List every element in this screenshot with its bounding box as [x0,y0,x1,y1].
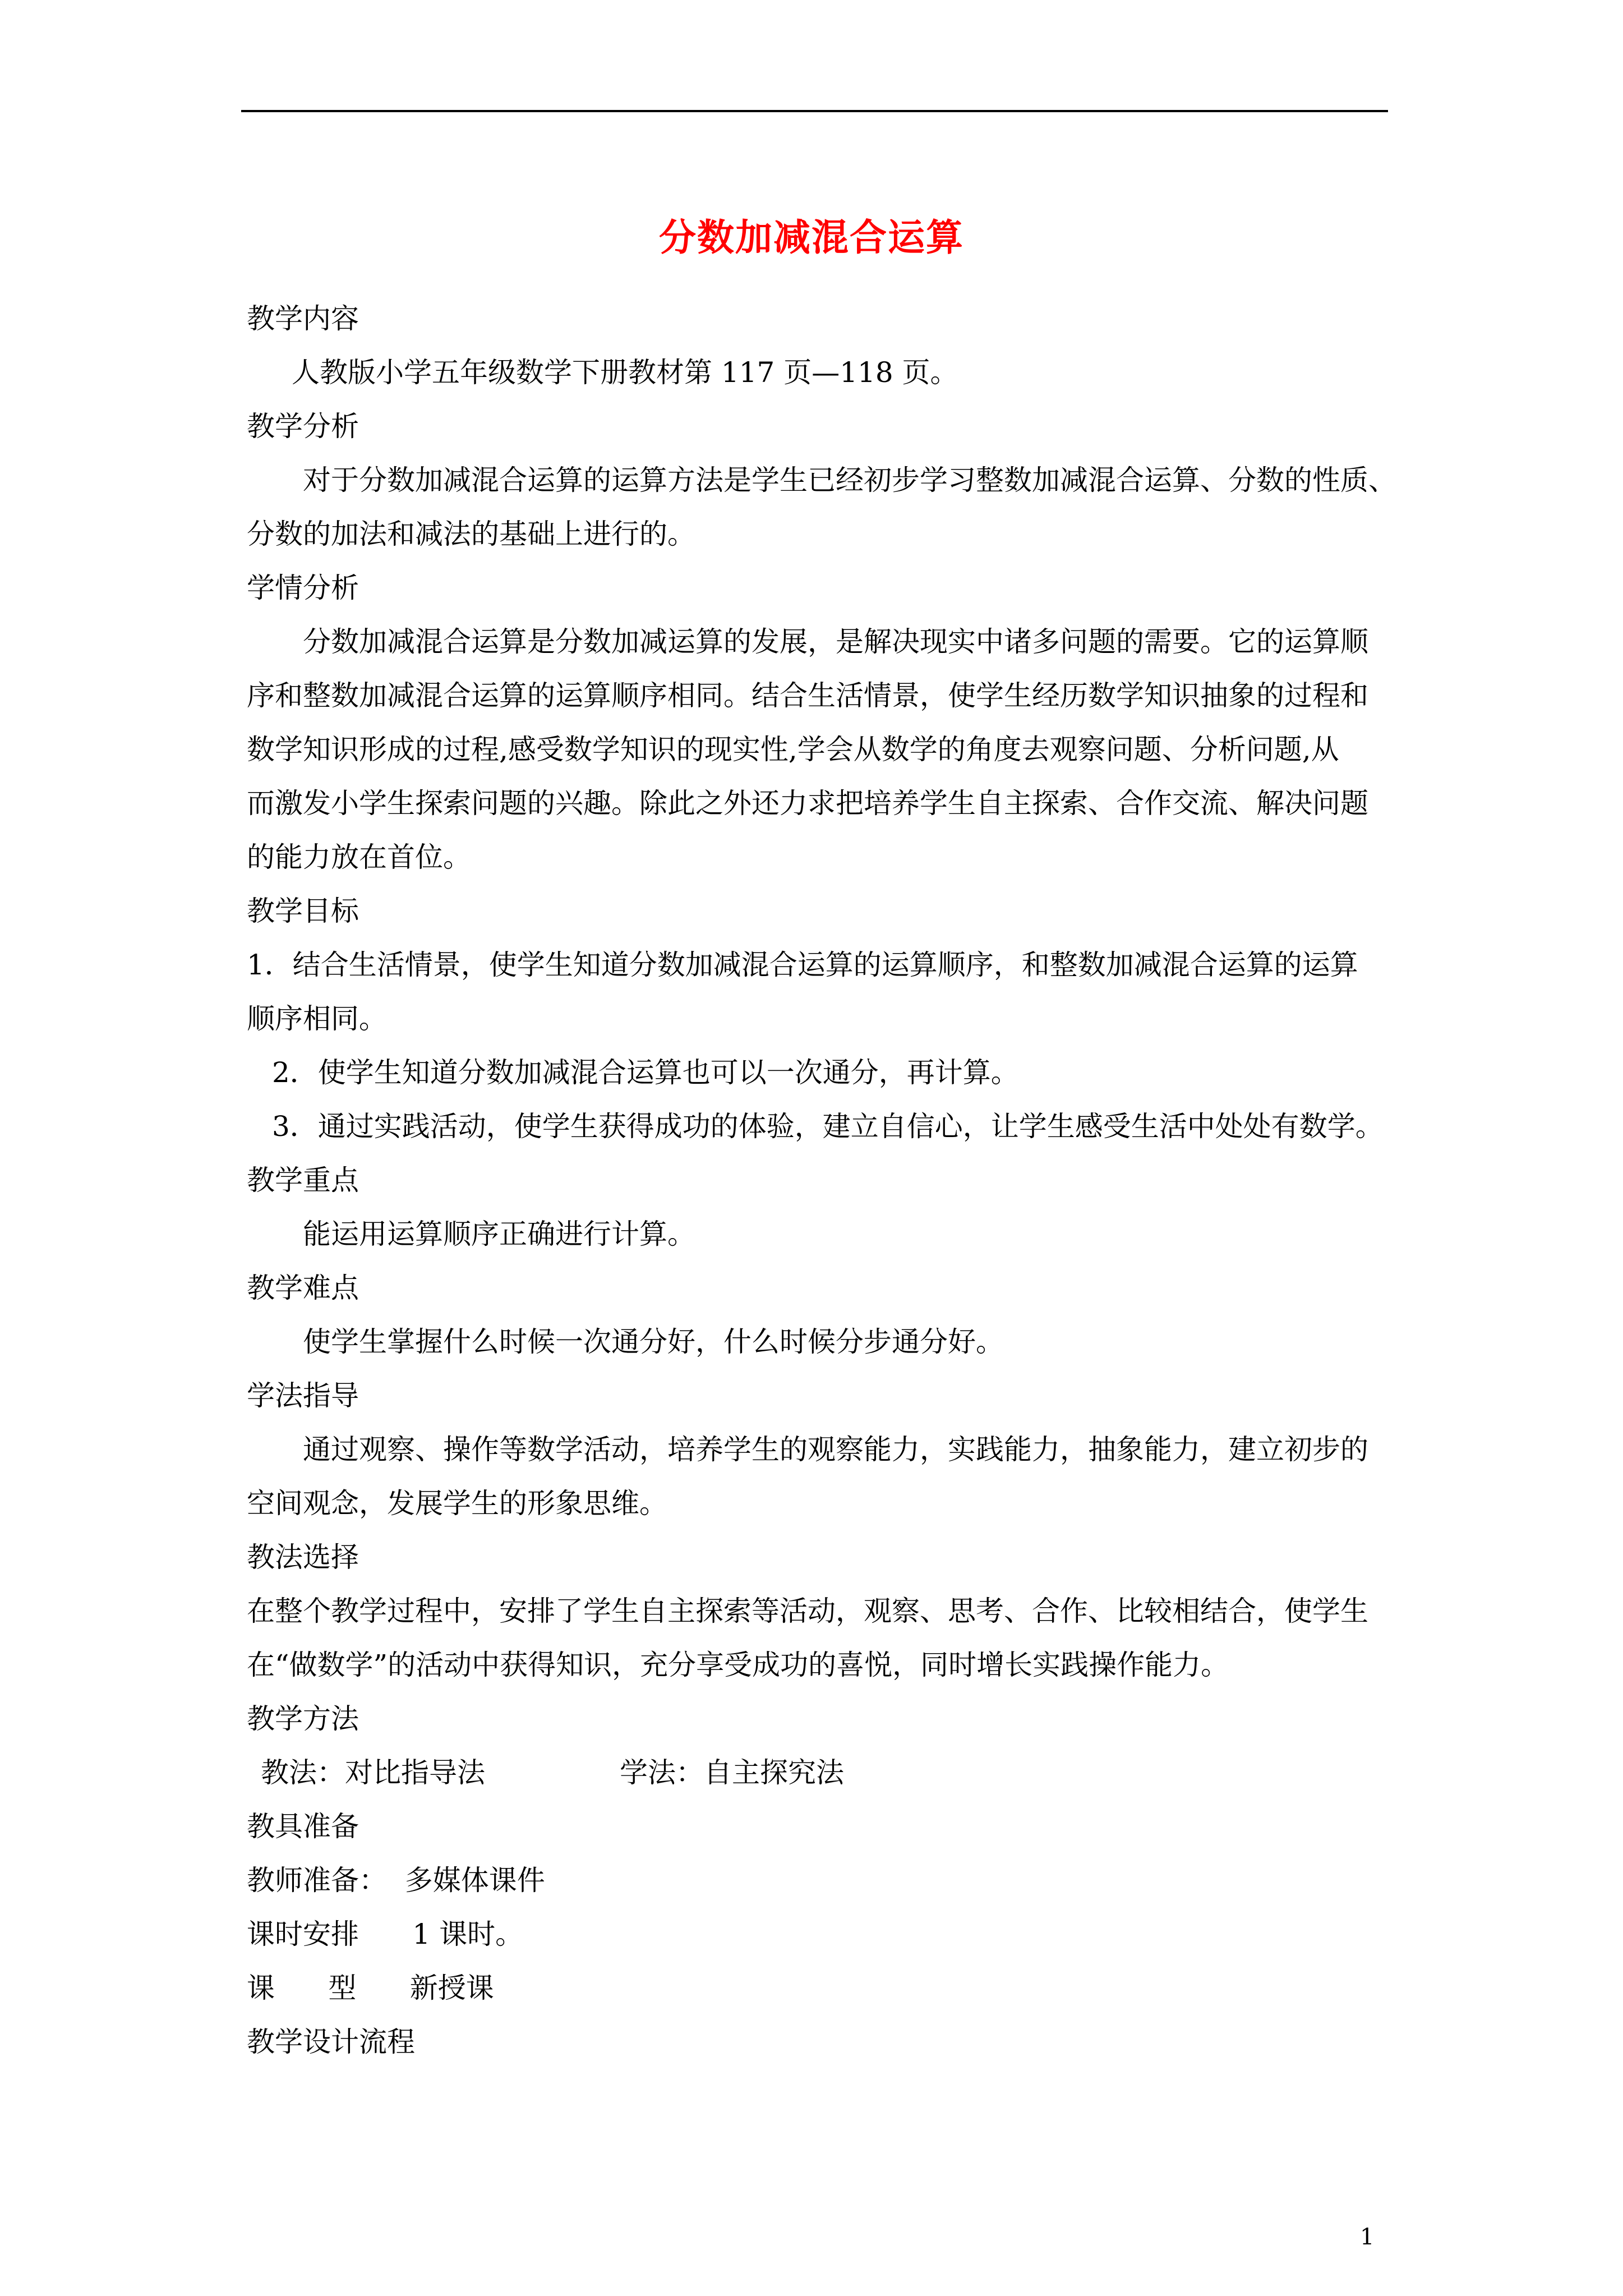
page-title: 分数加减混合运算 [659,215,964,259]
section-heading-method-choice: 教法选择 [247,1541,359,1573]
goal-line: 1．结合生活情景，使学生知道分数加减混合运算的运算顺序，和整数加减混合运算的运算 [247,949,1358,981]
page-number: 1 [1360,2224,1375,2250]
goal-line: 2．使学生知道分数加减混合运算也可以一次通分，再计算。 [272,1056,1019,1089]
section-heading-analysis: 教学分析 [247,410,359,443]
paragraph-line: 的能力放在首位。 [247,841,471,873]
header-rule [241,110,1388,112]
paragraph-line: 对于分数加减混合运算的运算方法是学生已经初步学习整数加减混合运算、分数的性质、 [303,464,1396,496]
section-heading-student: 学情分析 [247,572,359,604]
section-heading-key: 教学重点 [247,1164,359,1197]
lesson-type: 课 型 新授课 [247,1972,494,2004]
section-heading-tools: 教具准备 [247,1810,359,1843]
section-heading-difficulty: 教学难点 [247,1272,359,1304]
teacher-prep: 教师准备： 多媒体课件 [247,1864,545,1897]
paragraph-line: 在“做数学”的活动中获得知识，充分享受成功的喜悦，同时增长实践操作能力。 [247,1649,1229,1681]
paragraph-line: 序和整数加减混合运算的运算顺序相同。结合生活情景，使学生经历数学知识抽象的过程和 [247,679,1368,712]
section-heading-flow: 教学设计流程 [247,2026,415,2058]
section-heading-goals: 教学目标 [247,895,359,927]
learn-method: 学法：自主探究法 [620,1756,844,1789]
section-heading-content: 教学内容 [247,302,359,335]
paragraph-line: 空间观念，发展学生的形象思维。 [247,1487,667,1520]
paragraph-line: 分数的加法和减法的基础上进行的。 [247,518,695,550]
paragraph-line: 而激发小学生探索问题的兴趣。除此之外还力求把培养学生自主探索、合作交流、解决问题 [247,787,1368,820]
goal-line: 顺序相同。 [247,1002,387,1035]
schedule: 课时安排 1 课时。 [247,1918,524,1950]
section-heading-methods: 教学方法 [247,1703,359,1735]
goal-line: 3．通过实践活动，使学生获得成功的体验，建立自信心，让学生感受生活中处处有数学。 [272,1110,1384,1143]
difficulty-text: 使学生掌握什么时候一次通分好，什么时候分步通分好。 [303,1326,1004,1358]
teach-method: 教法：对比指导法 [261,1756,485,1789]
paragraph-line: 分数加减混合运算是分数加减运算的发展，是解决现实中诸多问题的需要。它的运算顺 [303,625,1368,658]
methods-row [247,1746,1436,1800]
paragraph-line: 通过观察、操作等数学活动，培养学生的观察能力，实践能力，抽象能力，建立初步的 [303,1433,1368,1466]
content-text: 人教版小学五年级数学下册教材第 117 页—118 页。 [292,356,958,389]
section-heading-study: 学法指导 [247,1379,359,1412]
document-body [247,292,1436,2069]
key-text: 能运用运算顺序正确进行计算。 [303,1218,695,1250]
paragraph-line: 在整个教学过程中，安排了学生自主探索等活动，观察、思考、合作、比较相结合，使学生 [247,1595,1368,1627]
paragraph-line: 数学知识形成的过程,感受数学知识的现实性,学会从数学的角度去观察问题、分析问题,从 [247,733,1339,766]
